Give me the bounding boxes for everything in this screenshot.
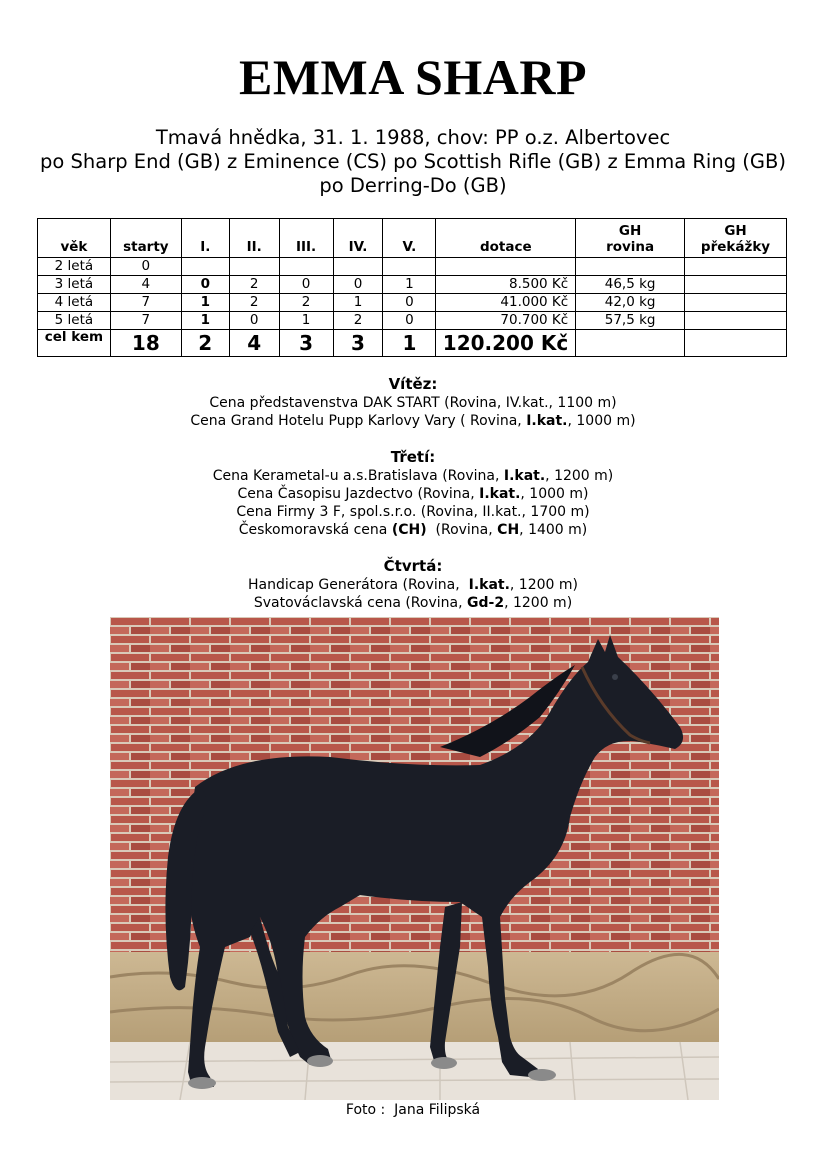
cell-fourth: 1 <box>333 294 383 312</box>
race-text: , 1200 m) <box>504 595 573 611</box>
cell-starts: 0 <box>110 258 181 276</box>
header-gh-flat-1: GH <box>618 223 642 239</box>
header-prize: dotace <box>436 219 576 258</box>
total-label: cel kem <box>38 330 111 357</box>
horse-name-title: EMMA SHARP <box>238 49 588 105</box>
total-fourth: 3 <box>333 330 383 357</box>
race-category: I.kat. <box>468 577 510 593</box>
cell-gh-jump <box>685 276 787 294</box>
table-header-row <box>38 219 787 258</box>
race-text: Handicap Generátora (Rovina, <box>248 577 469 593</box>
cell-first <box>181 258 229 276</box>
cell-second <box>229 258 279 276</box>
race-category: I.kat. <box>526 413 568 429</box>
cell-fourth: 2 <box>333 312 383 330</box>
cell-gh-jump <box>685 258 787 276</box>
race-result <box>0 467 826 485</box>
race-category: (CH) <box>391 522 427 538</box>
horse-photo <box>110 617 719 1100</box>
cell-starts: 4 <box>110 276 181 294</box>
race-text: Cena Grand Hotelu Pupp Karlovy Vary ( Rovina, <box>190 413 527 429</box>
cell-gh-flat: 46,5 kg <box>576 276 685 294</box>
cell-fifth: 0 <box>383 312 436 330</box>
table-row <box>38 294 787 312</box>
header-age: věk <box>38 219 111 258</box>
race-result <box>0 485 826 503</box>
race-result <box>0 576 826 594</box>
pedigree-line-2: po Sharp End (GB) z Eminence (CS) po Scottish Rifle (GB) z Emma Ring (GB) <box>40 150 786 173</box>
total-fifth: 1 <box>383 330 436 357</box>
header-gh-jump <box>685 219 787 258</box>
fourth-place-section <box>0 556 826 612</box>
cell-prize <box>436 258 576 276</box>
race-text: , 1200 m) <box>509 577 578 593</box>
cell-prize: 41.000 Kč <box>436 294 576 312</box>
header-fifth: V. <box>383 219 436 258</box>
race-stats-table <box>37 218 787 357</box>
winner-section <box>0 374 826 430</box>
total-prize: 120.200 Kč <box>436 330 576 357</box>
header-starts: starty <box>110 219 181 258</box>
fourth-heading: Čtvrtá: <box>383 557 443 575</box>
header-second: II. <box>229 219 279 258</box>
cell-second: 2 <box>229 294 279 312</box>
race-text: , 1400 m) <box>519 522 588 538</box>
total-gh-jump <box>685 330 787 357</box>
cell-starts: 7 <box>110 312 181 330</box>
cell-fourth: 0 <box>333 276 383 294</box>
race-text: (Rovina, <box>426 522 498 538</box>
total-starts: 18 <box>110 330 181 357</box>
header-first: I. <box>181 219 229 258</box>
cell-prize: 8.500 Kč <box>436 276 576 294</box>
race-text: Cena představenstva DAK START (Rovina, IV.kat., 1100 m) <box>209 395 617 411</box>
race-text: Cena Firmy 3 F, spol.s.r.o. (Rovina, II.kat., 1700 m) <box>236 504 590 520</box>
header-third: III. <box>279 219 333 258</box>
total-first: 2 <box>181 330 229 357</box>
race-result <box>0 503 826 521</box>
race-text: , 1000 m) <box>520 486 589 502</box>
cell-gh-flat: 42,0 kg <box>576 294 685 312</box>
photo-caption: Foto : Jana Filipská <box>345 1102 481 1118</box>
race-text: Cena Časopisu Jazdectvo (Rovina, <box>237 486 480 502</box>
cell-fifth: 0 <box>383 294 436 312</box>
pedigree-line-3: po Derring-Do (GB) <box>319 174 507 197</box>
race-result <box>0 394 826 412</box>
header-fourth: IV. <box>333 219 383 258</box>
cell-gh-flat <box>576 258 685 276</box>
race-result <box>0 412 826 430</box>
cell-first: 1 <box>181 294 229 312</box>
total-second: 4 <box>229 330 279 357</box>
horse-photo-illustration <box>110 617 719 1100</box>
cell-gh-jump <box>685 312 787 330</box>
table-row <box>38 276 787 294</box>
cell-second: 2 <box>229 276 279 294</box>
cell-fifth <box>383 258 436 276</box>
cell-age: 4 letá <box>38 294 111 312</box>
third-place-section <box>0 447 826 539</box>
cell-third: 2 <box>279 294 333 312</box>
race-text: Cena Kerametal-u a.s.Bratislava (Rovina, <box>212 468 504 484</box>
cell-second: 0 <box>229 312 279 330</box>
race-result <box>0 521 826 539</box>
pedigree-info <box>0 126 826 198</box>
cell-starts: 7 <box>110 294 181 312</box>
cell-third <box>279 258 333 276</box>
cell-fifth: 1 <box>383 276 436 294</box>
header-gh-flat-2: rovina <box>606 239 655 255</box>
race-category: CH <box>497 522 520 538</box>
total-third: 3 <box>279 330 333 357</box>
header-gh-flat <box>576 219 685 258</box>
cell-age: 2 letá <box>38 258 111 276</box>
header-gh-jump-2: překážky <box>700 239 771 255</box>
cell-prize: 70.700 Kč <box>436 312 576 330</box>
race-category: Gd-2 <box>467 595 505 611</box>
cell-age: 5 letá <box>38 312 111 330</box>
total-gh-flat <box>576 330 685 357</box>
header-gh-jump-1: GH <box>724 223 747 239</box>
race-category: I.kat. <box>479 486 521 502</box>
cell-first: 0 <box>181 276 229 294</box>
table-row <box>38 258 787 276</box>
cell-fourth <box>333 258 383 276</box>
pedigree-line-1: Tmavá hnědka, 31. 1. 1988, chov: PP o.z. Albertovec <box>155 126 671 149</box>
race-category: I.kat. <box>503 468 546 484</box>
table-row <box>38 312 787 330</box>
race-result <box>0 594 826 612</box>
third-heading: Třetí: <box>390 448 436 466</box>
table-total-row <box>38 330 787 357</box>
cell-age: 3 letá <box>38 276 111 294</box>
race-text: , 1000 m) <box>567 413 636 429</box>
cell-third: 1 <box>279 312 333 330</box>
race-text: Svatováclavská cena (Rovina, <box>253 595 467 611</box>
race-text: , 1200 m) <box>545 468 614 484</box>
cell-gh-flat: 57,5 kg <box>576 312 685 330</box>
cell-gh-jump <box>685 294 787 312</box>
cell-third: 0 <box>279 276 333 294</box>
race-text: Českomoravská cena <box>238 522 392 538</box>
winner-heading: Vítěz: <box>388 375 438 393</box>
cell-first: 1 <box>181 312 229 330</box>
